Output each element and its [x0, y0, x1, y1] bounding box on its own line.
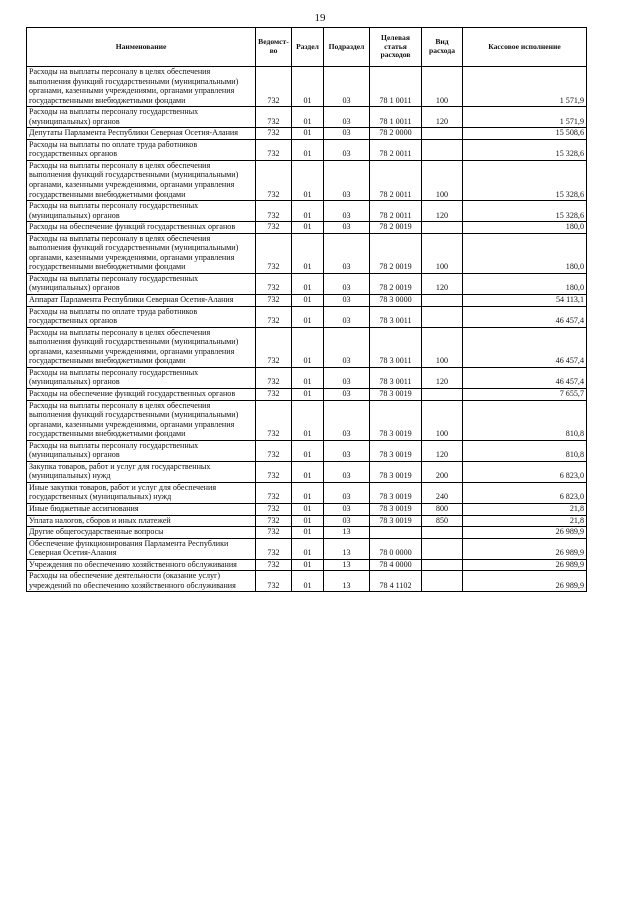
row-amount: 180,0: [463, 273, 587, 294]
row-amount: 7 655,7: [463, 388, 587, 400]
row-target: 78 1 0011: [370, 107, 422, 128]
header-name: Наименование: [27, 28, 256, 67]
row-subsection: 03: [324, 233, 370, 273]
header-section: Раздел: [292, 28, 324, 67]
row-subsection: 03: [324, 128, 370, 140]
table-header-row: [27, 28, 587, 67]
table-row: [27, 482, 587, 503]
header-department: Ведомст-во: [256, 28, 292, 67]
table-row: [27, 559, 587, 571]
row-expense-type: [422, 538, 463, 559]
row-department: 732: [256, 367, 292, 388]
table-row: [27, 503, 587, 515]
row-department: 732: [256, 538, 292, 559]
table-row: [27, 440, 587, 461]
row-subsection: 03: [324, 201, 370, 222]
row-name: Расходы на выплаты персоналу в целях обеспечения выполнения функций государственными (муниципальными) органами, казенными учреждениями, органами управления государственными внебюджетными фондами: [27, 233, 256, 273]
row-target: 78 0 0000: [370, 538, 422, 559]
row-amount: 15 508,6: [463, 128, 587, 140]
row-amount: 810,8: [463, 440, 587, 461]
row-expense-type: 120: [422, 440, 463, 461]
row-department: 732: [256, 327, 292, 367]
row-target: [370, 527, 422, 539]
row-section: 01: [292, 222, 324, 234]
row-name: Расходы на выплаты персоналу государственных (муниципальных) органов: [27, 367, 256, 388]
row-amount: 21,8: [463, 515, 587, 527]
row-department: 732: [256, 440, 292, 461]
row-section: 01: [292, 503, 324, 515]
row-section: 01: [292, 538, 324, 559]
row-expense-type: 100: [422, 327, 463, 367]
row-expense-type: 120: [422, 367, 463, 388]
row-expense-type: 200: [422, 461, 463, 482]
table-row: [27, 367, 587, 388]
row-amount: 1 571,9: [463, 67, 587, 107]
row-name: Расходы на выплаты персоналу в целях обеспечения выполнения функций государственными (муниципальными) органами, казенными учреждениями, органами управления государственными внебюджетными фондами: [27, 67, 256, 107]
row-name: Расходы на выплаты персоналу государственных (муниципальных) органов: [27, 440, 256, 461]
row-department: 732: [256, 515, 292, 527]
row-subsection: 03: [324, 515, 370, 527]
row-section: 01: [292, 128, 324, 140]
row-section: 01: [292, 367, 324, 388]
row-subsection: 03: [324, 388, 370, 400]
row-subsection: 03: [324, 295, 370, 307]
row-name: Депутаты Парламента Республики Северная Осетия-Алания: [27, 128, 256, 140]
row-section: 01: [292, 400, 324, 440]
row-expense-type: 800: [422, 503, 463, 515]
row-subsection: 03: [324, 503, 370, 515]
row-section: 01: [292, 201, 324, 222]
row-expense-type: 120: [422, 107, 463, 128]
row-section: 01: [292, 306, 324, 327]
row-section: 01: [292, 327, 324, 367]
row-subsection: 03: [324, 306, 370, 327]
row-section: 01: [292, 527, 324, 539]
header-expense-type: Вид расхода: [422, 28, 463, 67]
header-target: Целевая статья расходов: [370, 28, 422, 67]
row-section: 01: [292, 160, 324, 200]
table-row: [27, 388, 587, 400]
row-department: 732: [256, 67, 292, 107]
row-subsection: 03: [324, 461, 370, 482]
row-amount: 15 328,6: [463, 139, 587, 160]
row-department: 732: [256, 160, 292, 200]
row-expense-type: 100: [422, 67, 463, 107]
row-name: Иные бюджетные ассигнования: [27, 503, 256, 515]
row-expense-type: [422, 295, 463, 307]
row-expense-type: [422, 306, 463, 327]
row-target: 78 2 0019: [370, 222, 422, 234]
page-number: 19: [314, 12, 326, 24]
row-name: Учреждения по обеспечению хозяйственного обслуживания: [27, 559, 256, 571]
row-amount: 15 328,6: [463, 201, 587, 222]
row-name: Расходы на обеспечение функций государственных органов: [27, 388, 256, 400]
row-department: 732: [256, 107, 292, 128]
row-subsection: 03: [324, 67, 370, 107]
row-expense-type: [422, 559, 463, 571]
row-department: 732: [256, 222, 292, 234]
row-name: Уплата налогов, сборов и иных платежей: [27, 515, 256, 527]
row-subsection: 03: [324, 107, 370, 128]
row-name: Обеспечение функционирования Парламента Республики Северная Осетия-Алания: [27, 538, 256, 559]
row-target: 78 3 0011: [370, 306, 422, 327]
row-department: 732: [256, 388, 292, 400]
row-target: 78 2 0000: [370, 128, 422, 140]
row-target: 78 2 0011: [370, 201, 422, 222]
table-row: [27, 107, 587, 128]
row-expense-type: 240: [422, 482, 463, 503]
row-expense-type: [422, 388, 463, 400]
row-expense-type: 120: [422, 201, 463, 222]
row-amount: 46 457,4: [463, 367, 587, 388]
row-department: 732: [256, 571, 292, 592]
row-amount: 46 457,4: [463, 306, 587, 327]
row-target: 78 3 0019: [370, 400, 422, 440]
row-name: Расходы на обеспечение функций государственных органов: [27, 222, 256, 234]
row-amount: 26 989,9: [463, 571, 587, 592]
row-subsection: 03: [324, 139, 370, 160]
table-row: [27, 527, 587, 539]
row-subsection: 03: [324, 400, 370, 440]
row-department: 732: [256, 461, 292, 482]
table-row: [27, 67, 587, 107]
row-amount: 15 328,6: [463, 160, 587, 200]
row-target: 78 3 0011: [370, 327, 422, 367]
row-subsection: 13: [324, 538, 370, 559]
row-expense-type: [422, 139, 463, 160]
row-name: Иные закупки товаров, работ и услуг для обеспечения государственных (муниципальных) нужд: [27, 482, 256, 503]
row-target: 78 4 0000: [370, 559, 422, 571]
row-subsection: 03: [324, 367, 370, 388]
row-expense-type: [422, 527, 463, 539]
row-expense-type: 100: [422, 160, 463, 200]
row-expense-type: 100: [422, 400, 463, 440]
table-row: [27, 327, 587, 367]
row-section: 01: [292, 107, 324, 128]
row-department: 732: [256, 527, 292, 539]
table-row: [27, 306, 587, 327]
header-subsection: Подраздел: [324, 28, 370, 67]
table-row: [27, 461, 587, 482]
row-department: 732: [256, 139, 292, 160]
row-name: Аппарат Парламента Республики Северная Осетия-Алания: [27, 295, 256, 307]
row-section: 01: [292, 461, 324, 482]
row-target: 78 3 0019: [370, 503, 422, 515]
row-expense-type: 850: [422, 515, 463, 527]
row-subsection: 03: [324, 273, 370, 294]
row-amount: 21,8: [463, 503, 587, 515]
row-section: 01: [292, 440, 324, 461]
row-name: Расходы на выплаты персоналу государственных (муниципальных) органов: [27, 201, 256, 222]
row-section: 01: [292, 67, 324, 107]
row-name: Расходы на выплаты персоналу в целях обеспечения выполнения функций государственными (муниципальными) органами, казенными учреждениями, органами управления государственными внебюджетными фондами: [27, 160, 256, 200]
row-subsection: 03: [324, 222, 370, 234]
row-section: 01: [292, 273, 324, 294]
row-name: Расходы на выплаты по оплате труда работников государственных органов: [27, 139, 256, 160]
row-name: Расходы на выплаты персоналу государственных (муниципальных) органов: [27, 107, 256, 128]
row-name: Другие общегосударственные вопросы: [27, 527, 256, 539]
row-name: Расходы на выплаты персоналу государственных (муниципальных) органов: [27, 273, 256, 294]
row-subsection: 13: [324, 527, 370, 539]
table-row: [27, 201, 587, 222]
row-subsection: 13: [324, 571, 370, 592]
row-name: Закупка товаров, работ и услуг для государственных (муниципальных) нужд: [27, 461, 256, 482]
row-target: 78 3 0011: [370, 367, 422, 388]
row-target: 78 3 0019: [370, 461, 422, 482]
row-amount: 26 989,9: [463, 538, 587, 559]
table-row: [27, 128, 587, 140]
row-name: Расходы на обеспечение деятельности (оказание услуг) учреждений по обеспечению хозяйственного обслуживания: [27, 571, 256, 592]
row-section: 01: [292, 233, 324, 273]
row-section: 01: [292, 515, 324, 527]
table-row: [27, 571, 587, 592]
row-amount: 6 823,0: [463, 482, 587, 503]
row-amount: 6 823,0: [463, 461, 587, 482]
row-amount: 54 113,1: [463, 295, 587, 307]
row-name: Расходы на выплаты персоналу в целях обеспечения выполнения функций государственными (муниципальными) органами, казенными учреждениями, органами управления государственными внебюджетными фондами: [27, 400, 256, 440]
row-section: 01: [292, 139, 324, 160]
row-target: 78 3 0019: [370, 388, 422, 400]
row-subsection: 03: [324, 440, 370, 461]
row-name: Расходы на выплаты по оплате труда работников государственных органов: [27, 306, 256, 327]
row-department: 732: [256, 306, 292, 327]
table-row: [27, 139, 587, 160]
row-expense-type: [422, 571, 463, 592]
row-target: 78 3 0019: [370, 440, 422, 461]
row-target: 78 2 0019: [370, 233, 422, 273]
row-subsection: 03: [324, 327, 370, 367]
row-department: 732: [256, 273, 292, 294]
row-amount: 1 571,9: [463, 107, 587, 128]
header-amount: Кассовое исполнение: [463, 28, 587, 67]
row-amount: 26 989,9: [463, 559, 587, 571]
row-amount: 180,0: [463, 233, 587, 273]
row-section: 01: [292, 559, 324, 571]
table-row: [27, 222, 587, 234]
table-row: [27, 515, 587, 527]
row-department: 732: [256, 400, 292, 440]
row-target: 78 2 0019: [370, 273, 422, 294]
row-expense-type: [422, 222, 463, 234]
budget-execution-table: [26, 27, 587, 592]
row-amount: 46 457,4: [463, 327, 587, 367]
row-department: 732: [256, 233, 292, 273]
row-amount: 26 989,9: [463, 527, 587, 539]
row-expense-type: 120: [422, 273, 463, 294]
row-target: 78 2 0011: [370, 139, 422, 160]
row-department: 732: [256, 295, 292, 307]
row-expense-type: [422, 128, 463, 140]
table-row: [27, 295, 587, 307]
row-subsection: 03: [324, 160, 370, 200]
row-expense-type: 100: [422, 233, 463, 273]
row-section: 01: [292, 571, 324, 592]
table-row: [27, 400, 587, 440]
row-name: Расходы на выплаты персоналу в целях обеспечения выполнения функций государственными (муниципальными) органами, казенными учреждениями, органами управления государственными внебюджетными фондами: [27, 327, 256, 367]
row-section: 01: [292, 388, 324, 400]
row-section: 01: [292, 482, 324, 503]
row-target: 78 3 0000: [370, 295, 422, 307]
row-amount: 180,0: [463, 222, 587, 234]
table-row: [27, 160, 587, 200]
row-subsection: 03: [324, 482, 370, 503]
row-target: 78 2 0011: [370, 160, 422, 200]
row-target: 78 3 0019: [370, 515, 422, 527]
row-subsection: 13: [324, 559, 370, 571]
row-amount: 810,8: [463, 400, 587, 440]
row-department: 732: [256, 128, 292, 140]
row-department: 732: [256, 482, 292, 503]
table-row: [27, 273, 587, 294]
row-department: 732: [256, 503, 292, 515]
table-row: [27, 538, 587, 559]
row-target: 78 4 1102: [370, 571, 422, 592]
table-row: [27, 233, 587, 273]
row-department: 732: [256, 559, 292, 571]
row-target: 78 3 0019: [370, 482, 422, 503]
row-department: 732: [256, 201, 292, 222]
row-section: 01: [292, 295, 324, 307]
row-target: 78 1 0011: [370, 67, 422, 107]
